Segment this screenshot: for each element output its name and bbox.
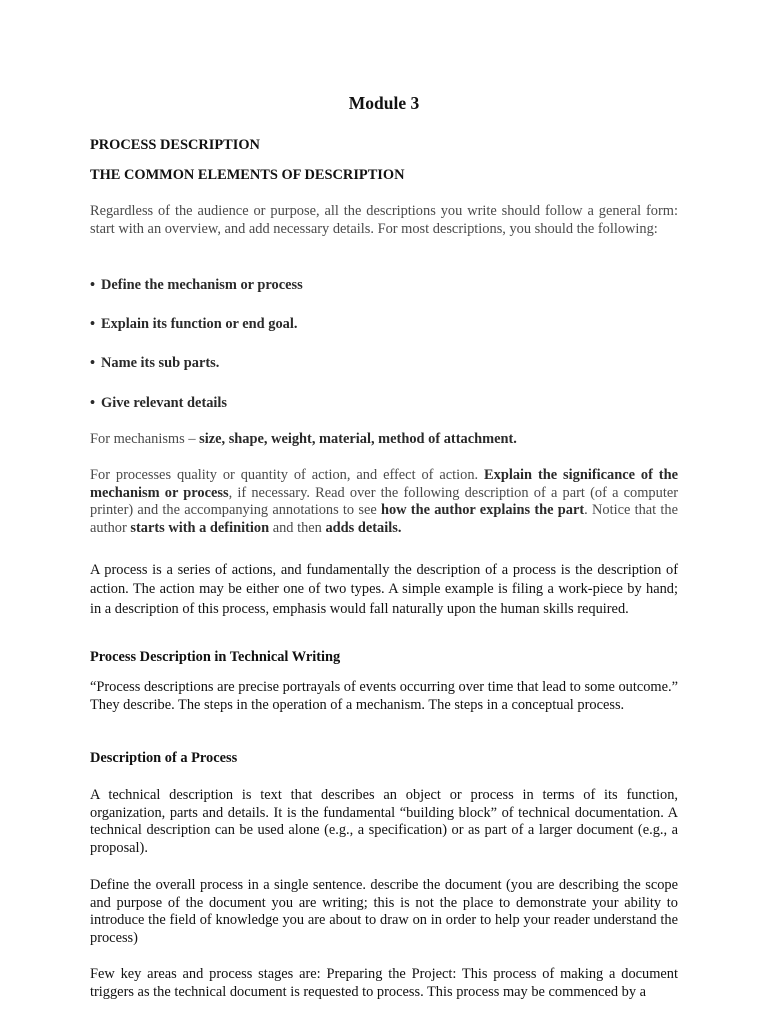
- processes-paragraph: [90, 467, 678, 537]
- bullet-dot: •: [90, 316, 96, 332]
- bullet-text: Give relevant details: [101, 395, 228, 411]
- define-paragraph: Define the overall process in a single sentence. describe the document (you are describing the scope and purpose of the document you are writing; this is not the place to demonstrate your ability to introduce the field of knowledge you are about to draw on in order to help your reader understand the process): [90, 877, 678, 946]
- bullet-item: [90, 355, 678, 373]
- heading-description-of-process: Description of a Process: [90, 750, 238, 766]
- process-definition-paragraph: A process is a series of actions, and fundamentally the description of a process is the description of action. The action may be either one of two types. A simple example is filing a work-piece by hand; in a description of this process, emphasis would fall naturally upon the human skills required.: [90, 562, 678, 617]
- intro-paragraph: Regardless of the audience or purpose, all the descriptions you write should follow a general form: start with an overview, and add necessary details. For most descriptions, you should the following:: [90, 203, 678, 237]
- processes-emphasis: adds details.: [325, 519, 402, 536]
- mechanisms-attributes: size, shape, weight, material, method of attachment.: [199, 431, 517, 447]
- heading-common-elements: THE COMMON ELEMENTS OF DESCRIPTION: [90, 167, 405, 183]
- heading-process-description: PROCESS DESCRIPTION: [90, 137, 260, 153]
- heading-technical-writing: Process Description in Technical Writing: [90, 649, 341, 665]
- mechanisms-prefix: For mechanisms –: [90, 431, 200, 447]
- processes-text: , if necessary. Read over the following description of a part (of a computer printer) and the accompanying annotations to see: [90, 484, 678, 519]
- bullet-dot: •: [90, 355, 96, 371]
- quote-paragraph: “Process descriptions are precise portrayals of events occurring over time that lead to some outcome.” They describe. The steps in the operation of a mechanism. The steps in a conceptual process.: [90, 679, 678, 713]
- processes-emphasis: Explain the significance of the mechanism or process: [90, 467, 678, 501]
- technical-description-paragraph: A technical description is text that describes an object or process in terms of its function, organization, parts and details. It is the fundamental “building block” of technical documentation. A technical description can be used alone (e.g., a specification) or as part of a larger document (e.g., a proposal).: [90, 787, 678, 856]
- mechanisms-line: [90, 431, 678, 449]
- bullet-text: Explain its function or end goal.: [101, 316, 298, 332]
- processes-text: and then: [269, 519, 326, 536]
- bullet-text: Define the mechanism or process: [101, 277, 303, 293]
- bullet-dot: •: [90, 277, 96, 293]
- bullet-item: [90, 316, 678, 334]
- processes-emphasis: how the author explains the part: [380, 502, 585, 519]
- processes-emphasis: starts with a definition: [130, 519, 270, 536]
- processes-text: For processes quality or quantity of action, and effect of action.: [90, 467, 485, 483]
- bullet-dot: •: [90, 395, 96, 411]
- bullet-item: [90, 277, 678, 295]
- bullet-text: Name its sub parts.: [101, 355, 220, 371]
- bullet-item: [90, 395, 678, 413]
- module-title: Module 3: [348, 93, 420, 113]
- key-areas-paragraph: Few key areas and process stages are: Preparing the Project: This process of making a document triggers as the technical document is requested to process. This process may be commenced by a: [90, 966, 678, 1000]
- processes-text: . Notice that the author: [90, 502, 678, 536]
